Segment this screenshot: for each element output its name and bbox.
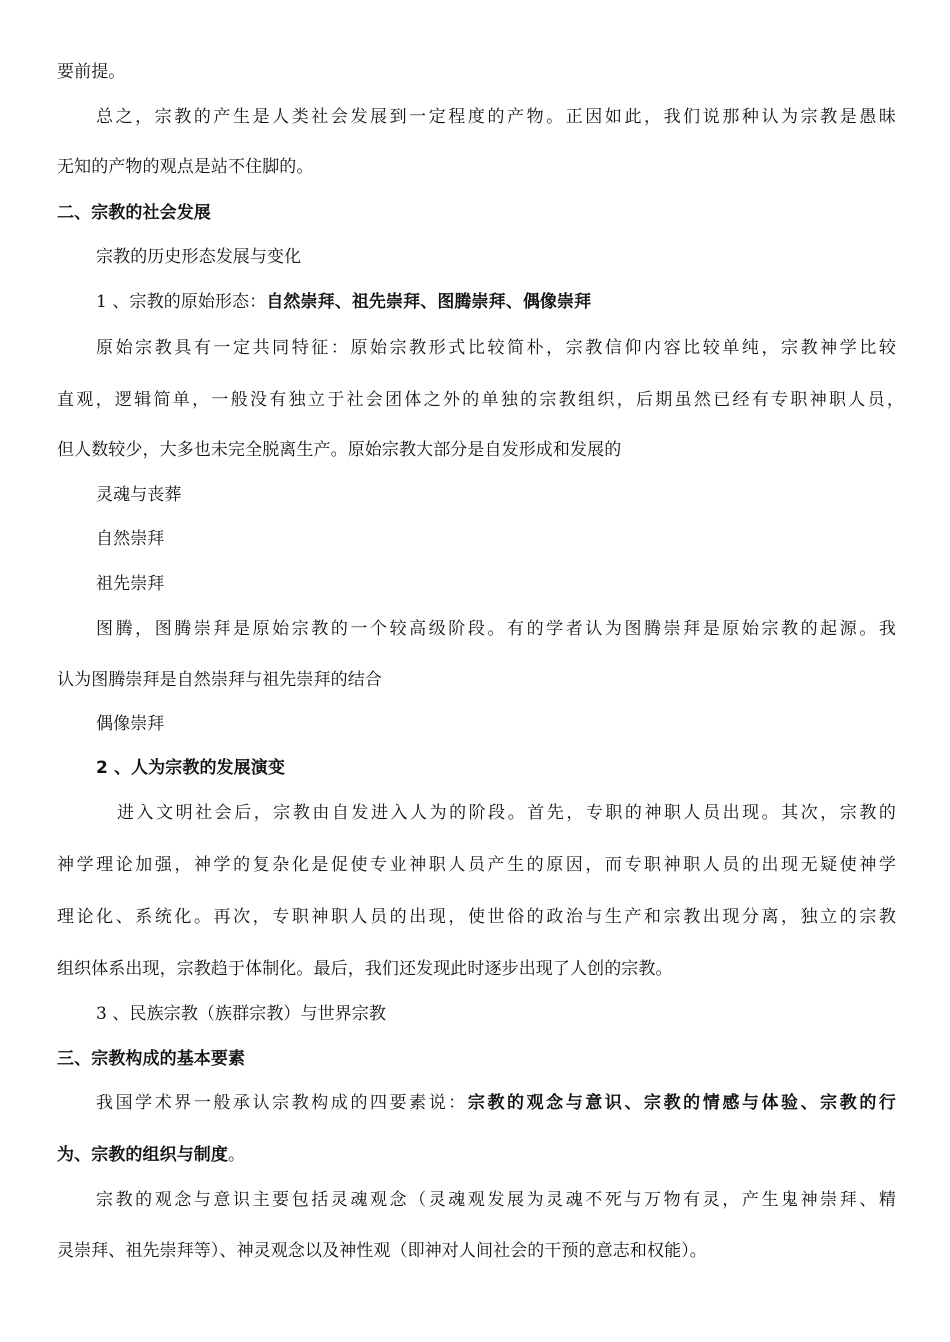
paragraph-line: 认为图腾崇拜是自然崇拜与祖先崇拜的结合 [57,670,382,690]
section-heading-2: 二、宗教的社会发展 [57,203,211,223]
list-line: 偶像崇拜 [96,714,165,734]
paragraph-line: 进入文明社会后，宗教由自发进入人为的阶段。首先，专职的神职人员出现。其次，宗教的 [117,803,896,823]
paragraph-line [57,1143,245,1167]
paragraph-line [96,1091,896,1115]
paragraph-line: 直观，逻辑简单，一般没有独立于社会团体之外的单独的宗教组织，后期虽然已经有专职神职人员， [57,390,904,410]
paragraph-line: 要前提。 [57,62,126,82]
paragraph-line: 灵崇拜、祖先崇拜等）、神灵观念以及神性观（即神对人间社会的干预的意志和权能）。 [57,1241,707,1261]
list-line: 灵魂与丧葬 [96,485,182,505]
subheading-line: 3 、民族宗教（族群宗教）与世界宗教 [96,1004,387,1024]
paragraph-bold: 为、宗教的组织与制度 [57,1145,228,1165]
section-heading-3: 三、宗教构成的基本要素 [57,1049,246,1069]
paragraph-bold: 宗教的观念与意识、宗教的情感与体验、宗教的行 [467,1093,896,1113]
paragraph-line: 但人数较少，大多也未完全脱离生产。原始宗教大部分是自发形成和发展的 [57,440,622,460]
paragraph-line: 神学理论加强，神学的复杂化是促使专业神职人员产生的原因，而专职神职人员的出现无疑使神学 [57,855,896,875]
list-line: 祖先崇拜 [96,574,165,594]
paragraph-line: 图腾，图腾崇拜是原始宗教的一个较高级阶段。有的学者认为图腾崇拜是原始宗教的起源。我 [96,619,896,639]
paragraph-line: 宗教的历史形态发展与变化 [96,247,302,267]
paragraph-line: 组织体系出现，宗教趋于体制化。最后，我们还发现此时逐步出现了人创的宗教。 [57,959,673,979]
subheading-prefix: 1 、宗教的原始形态： [96,292,267,312]
subheading-line [96,290,591,314]
subheading-line: 2 、人为宗教的发展演变 [96,758,285,778]
paragraph-line: 总之，宗教的产生是人类社会发展到一定程度的产物。正因如此，我们说那种认为宗教是愚昧 [96,107,896,127]
paragraph-suffix: 。 [228,1145,246,1165]
paragraph-line: 宗教的观念与意识主要包括灵魂观念（灵魂观发展为灵魂不死与万物有灵，产生鬼神崇拜、精 [96,1190,896,1210]
subheading-bold: 自然崇拜、祖先崇拜、图腾崇拜、偶像崇拜 [266,292,592,312]
paragraph-line: 原始宗教具有一定共同特征：原始宗教形式比较简朴，宗教信仰内容比较单纯，宗教神学比较 [96,338,896,358]
list-line: 自然崇拜 [96,529,165,549]
paragraph-prefix: 我国学术界一般承认宗教构成的四要素说： [96,1093,468,1113]
paragraph-line: 无知的产物的观点是站不住脚的。 [57,157,314,177]
paragraph-line: 理论化、系统化。再次，专职神职人员的出现，使世俗的政治与生产和宗教出现分离，独立的宗教 [57,907,896,927]
